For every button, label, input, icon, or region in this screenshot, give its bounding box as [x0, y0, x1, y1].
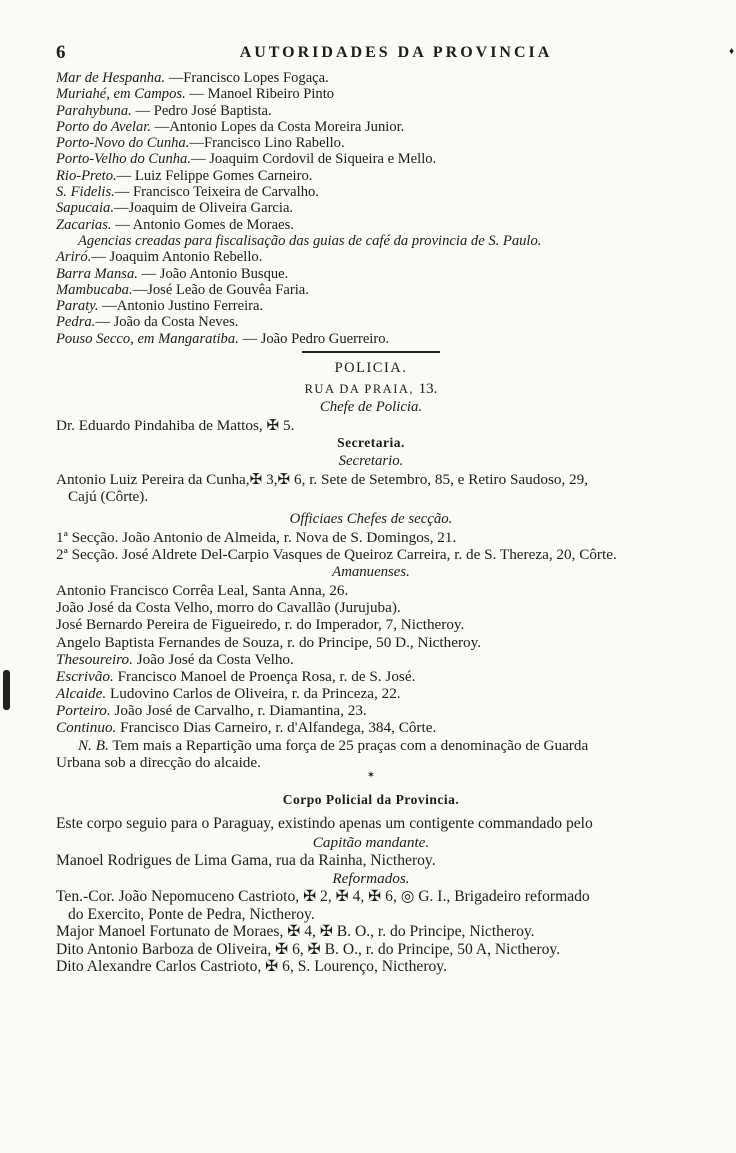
chefe-entry: Dr. Eduardo Pindahiba de Mattos, ✠ 5.: [56, 417, 295, 435]
capitao-entry: Manoel Rodrigues de Lima Gama, rua da Rainha, Nictheroy.: [56, 851, 436, 869]
entry-label: Pouso Secco, em Mangaratiba.: [56, 330, 239, 347]
entry-label: Parahybuna.: [56, 102, 132, 119]
official-line: [56, 719, 686, 736]
entry-text: — Pedro José Baptista.: [131, 102, 272, 119]
separator-star: ✶: [366, 770, 376, 782]
entry-line: [56, 331, 686, 347]
corpo-title: Corpo Policial da Provincia.: [282, 792, 460, 808]
entry-label: Pedra.: [56, 314, 96, 331]
entry-label: Mambucaba.: [56, 281, 133, 298]
entry-text: — João Antonio Busque.: [137, 265, 289, 282]
entry-text: —Antonio Justino Ferreira.: [98, 298, 264, 315]
address-street: RUA DA PRAIA,: [304, 382, 415, 397]
entry-line: [56, 282, 686, 298]
reformado-line: Ten.-Cor. João Nepomuceno Castrioto, ✠ 2, ✠ 4, ✠ 6, ◎ G. I., Brigadeiro reformado: [56, 888, 590, 906]
entry-line: [56, 151, 686, 167]
entry-label: Muriahé, em Campos.: [56, 86, 186, 103]
amanuense-line: José Bernardo Pereira de Figueiredo, r. do Imperador, 7, Nictheroy.: [56, 616, 465, 634]
nota-label: N. B.: [78, 736, 109, 754]
entry-label: Ariró.: [56, 249, 92, 266]
entry-line: [56, 119, 686, 135]
official-label: Alcaide.: [56, 685, 107, 703]
official-text: Francisco Manoel de Proença Rosa, r. de S. José.: [113, 667, 416, 685]
page-number: 6: [56, 42, 66, 63]
page-body: [56, 70, 686, 976]
secretaria-heading: Secretaria.: [337, 435, 405, 451]
section-collectorias: [56, 70, 686, 347]
chefe-heading: Chefe de Policia.: [319, 399, 423, 416]
official-text: Ludovino Carlos de Oliveira, r. da Princeza, 22.: [106, 685, 401, 703]
official-label: Escrivão.: [56, 667, 114, 685]
section-policia: [56, 359, 686, 781]
entry-text: — João Pedro Guerreiro.: [238, 330, 390, 347]
official-text: Francisco Dias Carneiro, r. d'Alfandega, 384, Côrte.: [116, 719, 437, 737]
entry-line: [56, 184, 686, 200]
official-line: [56, 685, 686, 702]
policia-title: POLICIA.: [334, 360, 408, 377]
entry-label: Sapucaia.: [56, 200, 114, 217]
entry-text: — Manoel Ribeiro Pinto: [185, 86, 335, 103]
entry-label: Porto-Velho do Cunha.: [56, 151, 191, 168]
entry-text: — Joaquim Cordovil de Siqueira e Mello.: [190, 151, 437, 168]
entry-line: [56, 103, 686, 119]
entry-text: —Joaquim de Oliveira Garcia.: [113, 200, 294, 217]
corpo-intro: Este corpo seguio para o Paraguay, existindo apenas um contigente commandado pelo: [56, 815, 593, 833]
secretario-heading: Secretario.: [338, 453, 404, 470]
reformado-line: do Exercito, Ponte de Pedra, Nictheroy.: [68, 905, 315, 923]
entry-text: — Antonio Gomes de Moraes.: [111, 216, 294, 233]
entry-label: Barra Mansa.: [56, 265, 138, 282]
entry-line: [56, 86, 686, 102]
entry-line: [56, 70, 686, 86]
amanuense-line: João José da Costa Velho, morro do Cavallão (Jurujuba).: [56, 599, 401, 617]
entry-text: — Joaquim Antonio Rebello.: [91, 249, 263, 266]
entry-text: — Luiz Felippe Gomes Carneiro.: [116, 167, 313, 184]
entry-label: Zacarias.: [56, 216, 112, 233]
agencias-heading: Agencias creadas para fiscalisação das guias de café da provincia de S. Paulo.: [78, 232, 542, 249]
capitao-heading: Capitão mandante.: [312, 833, 430, 851]
nota-line: [56, 737, 686, 754]
amanuense-line: Antonio Francisco Corrêa Leal, Santa Anna, 26.: [56, 581, 349, 599]
amanuense-line: Angelo Baptista Fernandes de Souza, r. do Principe, 50 D., Nictheroy.: [56, 633, 482, 651]
page-header: [56, 42, 735, 64]
reformado-line: Dito Antonio Barboza de Oliveira, ✠ 6, ✠ B. O., r. do Principe, 50 A, Nictheroy.: [56, 940, 561, 958]
entry-text: —José Leão de Gouvêa Faria.: [132, 281, 309, 298]
official-label: Continuo.: [56, 719, 117, 737]
policia-address: [56, 381, 686, 398]
entry-text: —Francisco Lino Rabello.: [189, 135, 345, 152]
margin-mark: [3, 670, 10, 710]
entry-label: Mar de Hespanha.: [56, 70, 166, 86]
corner-mark: ♦: [729, 46, 735, 57]
entry-text: —Antonio Lopes da Costa Moreira Junior.: [151, 118, 405, 135]
official-text: João José de Carvalho, r. Diamantina, 23.: [110, 702, 367, 720]
section-corpo-policial: [56, 791, 686, 976]
officiaes-line: 2ª Secção. José Aldrete Del-Carpio Vasques de Queiroz Carreira, r. de S. Thereza, 20, Côrte.: [56, 545, 617, 563]
entry-label: Rio-Preto.: [56, 167, 117, 184]
secretario-line: Antonio Luiz Pereira da Cunha,✠ 3,✠ 6, r. Sete de Setembro, 85, e Retiro Saudoso, 29,: [56, 471, 589, 489]
official-text: João José da Costa Velho.: [132, 650, 294, 668]
secretario-line: Cajú (Côrte).: [68, 488, 149, 506]
entry-line: [56, 314, 686, 330]
entry-line: [56, 266, 686, 282]
reformados-heading: Reformados.: [332, 870, 410, 888]
reformado-line: Major Manoel Fortunato de Moraes, ✠ 4, ✠ B. O., r. do Principe, Nictheroy.: [56, 923, 535, 941]
officiaes-line: 1ª Secção. João Antonio de Almeida, r. Nova de S. Domingos, 21.: [56, 528, 457, 546]
entry-line: [56, 249, 686, 265]
entry-line: [56, 200, 686, 216]
official-line: [56, 702, 686, 719]
official-line: [56, 668, 686, 685]
entry-line: [56, 135, 686, 151]
entry-label: Porto-Novo do Cunha.: [56, 135, 190, 152]
entry-line: [56, 298, 686, 314]
entry-text: — Francisco Teixeira de Carvalho.: [114, 184, 319, 201]
official-label: Porteiro.: [56, 702, 111, 720]
address-number: 13.: [418, 381, 438, 398]
entry-label: S. Fidelis.: [56, 184, 115, 201]
nota-text: Tem mais a Repartição uma força de 25 praças com a denominação de Guarda: [108, 736, 589, 754]
entry-label: Porto do Avelar.: [56, 118, 151, 135]
entry-text: —Francisco Lopes Fogaça.: [165, 70, 329, 86]
section-divider: [302, 351, 440, 353]
running-title: AUTORIDADES DA PROVINCIA: [239, 44, 553, 61]
official-line: [56, 651, 686, 668]
nota-line: Urbana sob a direcção do alcaide.: [56, 753, 261, 771]
entry-line: [56, 217, 686, 233]
entry-label: Paraty.: [56, 298, 99, 315]
officiaes-heading: Officiaes Chefes de secção.: [289, 510, 453, 527]
amanuenses-heading: Amanuenses.: [332, 563, 410, 580]
reformado-line: Dito Alexandre Carlos Castrioto, ✠ 6, S. Lourenço, Nictheroy.: [56, 958, 447, 976]
entry-text: — João da Costa Neves.: [95, 314, 239, 331]
entry-line: [56, 168, 686, 184]
official-label: Thesoureiro.: [56, 650, 133, 668]
